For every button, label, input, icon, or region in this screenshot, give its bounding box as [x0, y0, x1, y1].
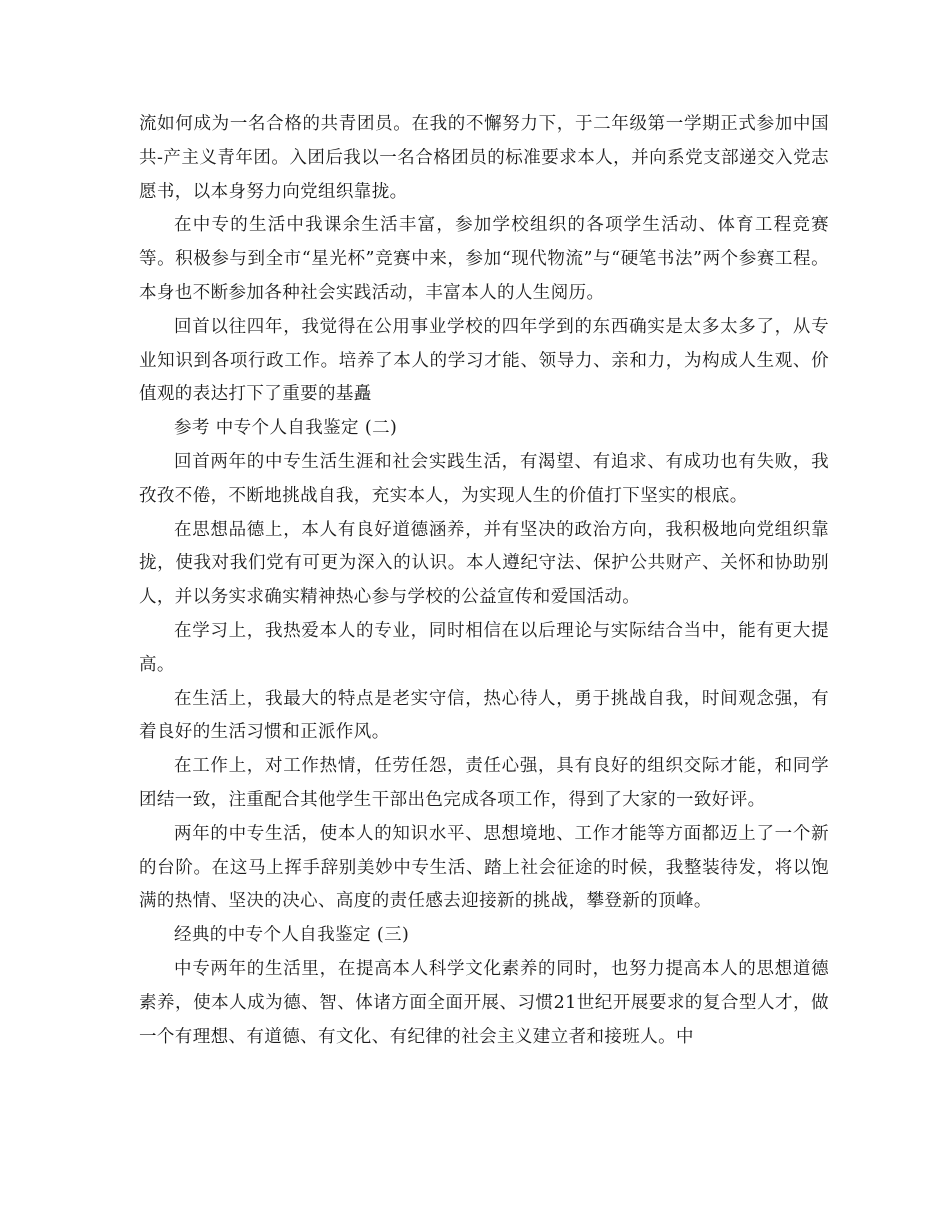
document-page [139, 108, 829, 1054]
paragraph: 在思想品德上，本人有良好道德涵养，并有坚决的政治方向，我积极地向党组织靠拢，使我对我们党有可更为深入的认识。本人遵纪守法、保护公共财产、关怀和协助别人，并以务实求确实精神热心参与学校的公益宣传和爱国活动。 [139, 519, 829, 608]
paragraph: 回首两年的中专生活生涯和社会实践生活，有渴望、有追求、有成功也有失败，我孜孜不倦，不断地挑战自我，充实本人，为实现人生的价值打下坚实的根底。 [139, 451, 829, 506]
paragraph: 中专两年的生活里，在提高本人科学文化素养的同时，也努力提高本人的思想道德素养，使本人成为德、智、体诸方面全面开展、习惯21世纪开展要求的复合型人才，做一个有理想、有道德、有文化、有纪律的社会主义建立者和接班人。中 [139, 958, 829, 1047]
section-heading: 参考 中专个人自我鉴定 (二) [174, 418, 398, 439]
section-heading: 经典的中专个人自我鉴定 (三) [174, 925, 410, 946]
paragraph: 在工作上，对工作热情，任劳任怨，责任心强，具有良好的组织交际才能，和同学团结一致，注重配合其他学生干部出色完成各项工作，得到了大家的一致好评。 [139, 756, 829, 810]
paragraph: 流如何成为一名合格的共青团员。在我的不懈努力下，于二年级第一学期正式参加中国共-产主义青年团。入团后我以一名合格团员的标准要求本人，并向系党支部递交入党志愿书，以本身努力向党组织靠拢。 [139, 114, 829, 202]
paragraph: 在学习上，我热爱本人的专业，同时相信在以后理论与实际结合当中，能有更大提高。 [139, 620, 829, 675]
paragraph: 回首以往四年，我觉得在公用事业学校的四年学到的东西确实是太多太多了，从专业知识到各项行政工作。培养了本人的学习才能、领导力、亲和力，为构成人生观、价值观的表达打下了重要的基矗 [139, 316, 829, 405]
paragraph: 两年的中专生活，使本人的知识水平、思想境地、工作才能等方面都迈上了一个新的台阶。在这马上挥手辞别美妙中专生活、踏上社会征途的时候，我整装待发，将以饱满的热情、坚决的决心、高度的责任感去迎接新的挑战，攀登新的顶峰。 [139, 823, 829, 912]
paragraph: 在生活上，我最大的特点是老实守信，热心待人，勇于挑战自我，时间观念强，有着良好的生活习惯和正派作风。 [139, 688, 829, 743]
paragraph: 在中专的生活中我课余生活丰富，参加学校组织的各项学生活动、体育工程竞赛等。积极参与到全市“星光杯”竞赛中来，参加“现代物流”与“硬笔书法”两个参赛工程。本身也不断参加各种社会实践活动，丰富本人的人生阅历。 [139, 215, 829, 303]
